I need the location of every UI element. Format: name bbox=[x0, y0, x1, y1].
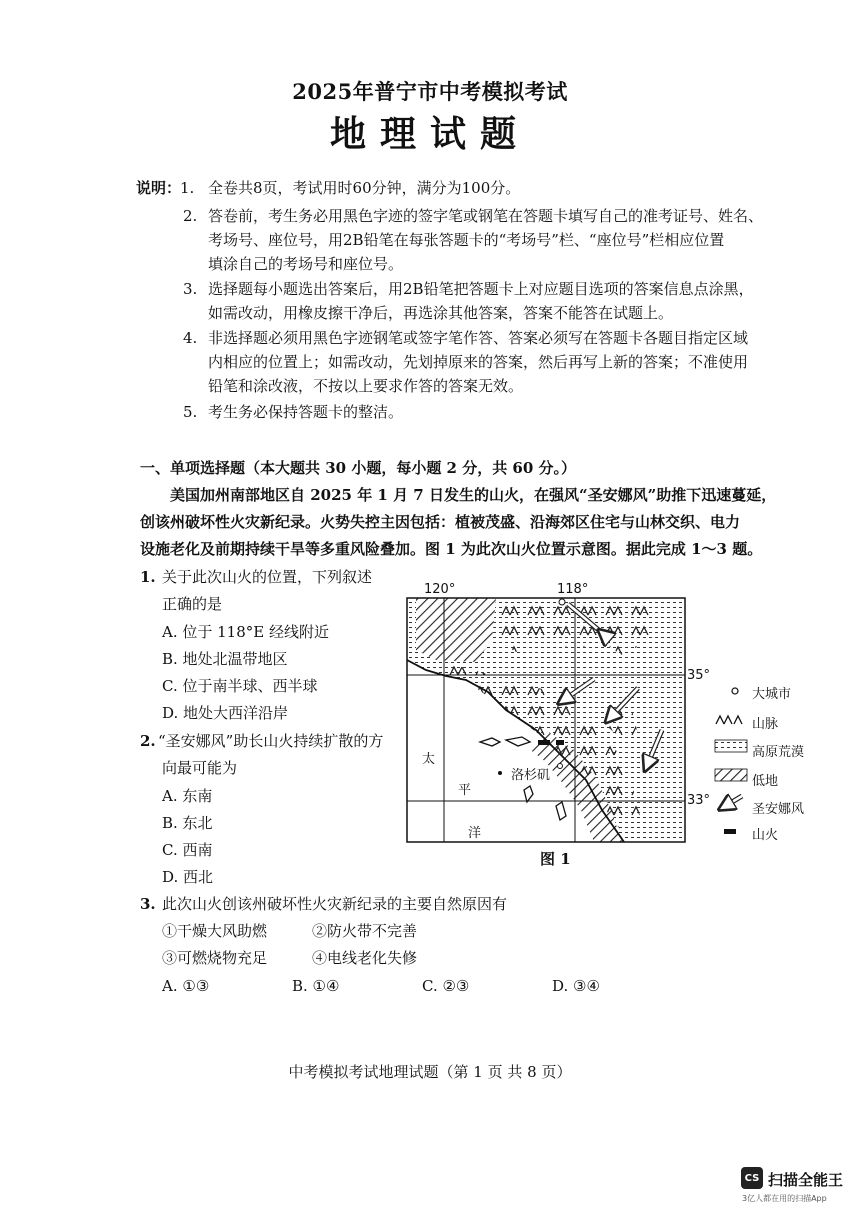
statement: ④电线老化失修 bbox=[312, 949, 418, 967]
instruction-line: 填涂自己的考场号和座位号。 bbox=[208, 255, 404, 273]
legend-lowland-icon bbox=[715, 769, 747, 781]
statement: ②防火带不完善 bbox=[312, 922, 418, 940]
legend-desert-icon bbox=[715, 740, 747, 752]
legend-label-city: 大城市 bbox=[752, 687, 792, 702]
option: C. 西南 bbox=[162, 841, 213, 859]
instruction-num: 5. bbox=[183, 403, 198, 421]
question-number: 3. bbox=[140, 895, 156, 913]
instruction-num: 1. bbox=[180, 179, 195, 197]
instruction-line: 全卷共8页，考试用时60分钟，满分为100分。 bbox=[208, 179, 521, 197]
city-label-los-angeles: 洛杉矶 bbox=[511, 768, 551, 783]
legend-label-desert: 高原荒漠 bbox=[752, 745, 805, 760]
legend-label-fire: 山火 bbox=[752, 828, 779, 843]
question-number: 1. bbox=[140, 568, 156, 586]
city-dot bbox=[498, 771, 502, 775]
instruction-line: 答卷前，考生务必用黑色字迹的签字笔或钢笔在答题卡填写自己的准考证号、姓名、 bbox=[208, 207, 764, 225]
watermark-app-name: 扫描全能王 bbox=[768, 1171, 844, 1189]
question-stem: 正确的是 bbox=[162, 595, 223, 613]
instructions-label: 说明： bbox=[136, 179, 182, 197]
option: D. 西北 bbox=[162, 868, 214, 886]
latitude-label-35: 35° bbox=[687, 668, 711, 683]
longitude-label-120: 120° bbox=[424, 582, 456, 597]
instruction-num: 2. bbox=[183, 207, 198, 225]
subject-title: 地理试题 bbox=[329, 113, 530, 155]
option: A. 东南 bbox=[162, 787, 213, 805]
ocean-label-ping: 平 bbox=[458, 783, 472, 798]
instruction-line: 如需改动，用橡皮擦干净后，再选涂其他答案，答案不能答在试题上。 bbox=[208, 304, 674, 322]
statement: ①干燥大风助燃 bbox=[162, 922, 268, 940]
los-angeles-city-dot bbox=[558, 764, 563, 769]
instruction-num: 4. bbox=[183, 329, 198, 347]
instruction-line: 非选择题必须用黑色字迹钢笔或签字笔作答、答案必须写在答题卡各题目指定区域 bbox=[208, 329, 749, 347]
option: C. ②③ bbox=[422, 977, 470, 995]
instruction-line: 铅笔和涂改液，不按以上要求作答的答案无效。 bbox=[208, 377, 524, 395]
instruction-line: 内相应的位置上；如需改动，先划掉原来的答案，然后再写上新的答案；不准使用 bbox=[208, 353, 749, 371]
watermark-tagline: 3亿人都在用的扫描App bbox=[742, 1194, 827, 1203]
question-stem: 此次山火创该州破坏性火灾新纪录的主要自然原因有 bbox=[162, 895, 508, 913]
option: B. ①④ bbox=[292, 977, 340, 995]
option: D. ③④ bbox=[552, 977, 600, 995]
legend-label-lowland: 低地 bbox=[752, 774, 779, 789]
longitude-label-118: 118° bbox=[557, 582, 589, 597]
latitude-label-33: 33° bbox=[687, 793, 711, 808]
option: B. 东北 bbox=[162, 814, 213, 832]
city-dot bbox=[559, 599, 565, 605]
legend-label-wind: 圣安娜风 bbox=[752, 802, 805, 817]
camscanner-logo-icon: CS bbox=[741, 1167, 763, 1189]
ocean-label-yang: 洋 bbox=[468, 826, 482, 841]
intro-line: 美国加州南部地区自 2025 年 1 月 7 日发生的山火，在强风“圣安娜风”助推下迅速蔓延， bbox=[170, 486, 777, 504]
legend-city-icon bbox=[732, 688, 738, 694]
option: A. ①③ bbox=[162, 977, 210, 995]
instruction-line: 考生务必保持答题卡的整洁。 bbox=[208, 403, 404, 421]
legend-fire-icon bbox=[724, 829, 736, 834]
question-stem: “圣安娜风”助长山火持续扩散的方 bbox=[158, 732, 384, 750]
legend-label-mountain: 山脉 bbox=[752, 717, 779, 732]
intro-line: 创该州破坏性火灾新纪录。火势失控主因包括：植被茂盛、沿海郊区住宅与山林交织、电力 bbox=[140, 513, 741, 531]
option: D. 地处大西洋沿岸 bbox=[162, 704, 289, 722]
question-stem: 向最可能为 bbox=[162, 759, 238, 777]
instruction-num: 3. bbox=[183, 280, 198, 298]
wildfire-marker bbox=[556, 740, 564, 745]
section-heading: 一、单项选择题（本大题共 30 小题，每小题 2 分，共 60 分。） bbox=[140, 459, 577, 477]
instruction-line: 考场号、座位号，用2B铅笔在每张答题卡的“考场号”栏、“座位号”栏相应位置 bbox=[208, 231, 725, 249]
legend-mountain-icon bbox=[716, 716, 742, 724]
page-footer: 中考模拟考试地理试题（第 1 页 共 8 页） bbox=[288, 1063, 572, 1081]
option: B. 地处北温带地区 bbox=[162, 650, 288, 668]
ocean-label-tai: 太 bbox=[422, 752, 436, 767]
question-number: 2. bbox=[140, 732, 156, 750]
figure-caption: 图 1 bbox=[540, 850, 571, 868]
wildfire-marker bbox=[538, 740, 550, 745]
exam-title: 2025年普宁市中考模拟考试 bbox=[292, 79, 568, 104]
instruction-line: 选择题每小题选出答案后，用2B铅笔把答题卡上对应题目选项的答案信息点涂黑， bbox=[208, 280, 754, 298]
intro-line: 设施老化及前期持续干旱等多重风险叠加。图 1 为此次山火位置示意图。据此完成 1～3 题。 bbox=[140, 540, 763, 558]
question-stem: 关于此次山火的位置，下列叙述 bbox=[162, 568, 373, 586]
option: A. 位于 118°E 经线附近 bbox=[162, 623, 329, 641]
option: C. 位于南半球、西半球 bbox=[162, 677, 318, 695]
statement: ③可燃烧物充足 bbox=[162, 949, 268, 967]
